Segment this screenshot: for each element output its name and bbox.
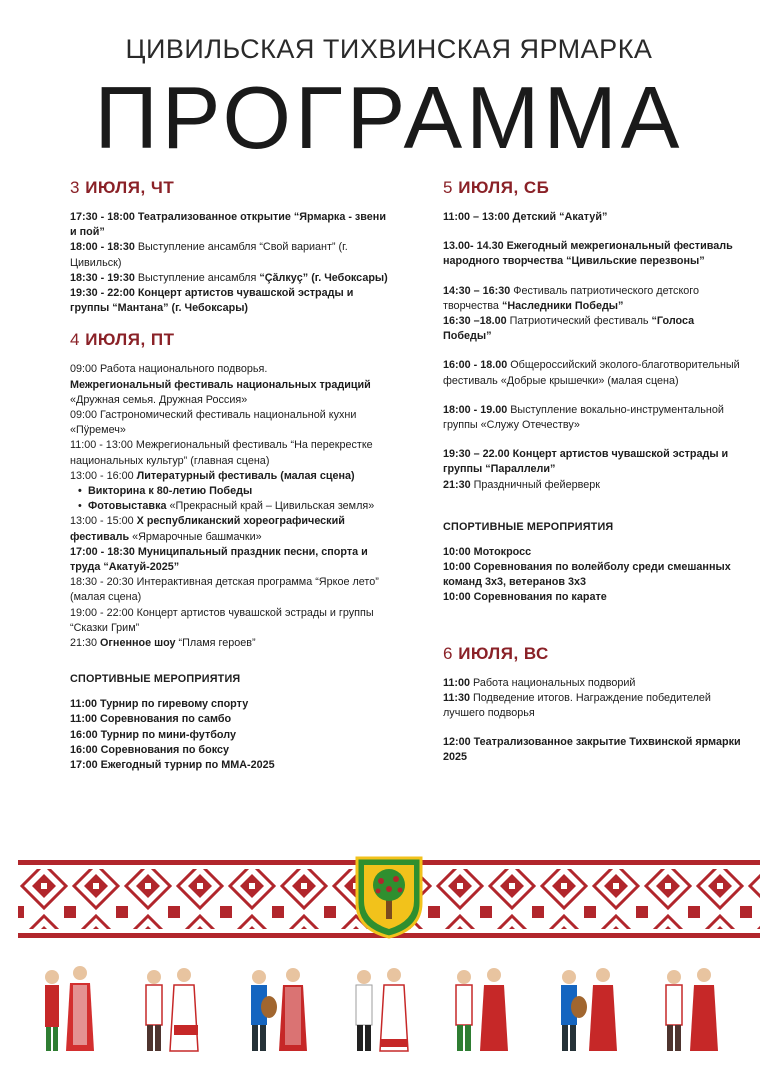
event-text: «Дружная семья. Дружная Россия» [70,393,248,406]
event-text: Работа национальных подворий [470,676,636,689]
event-item: 19:30 – 22.00 Концерт артистов чувашской эстрады и группы “Параллели” [443,448,729,476]
event-item: 12:00 Театрализованное закрытие Тихвинской ярмарки 2025 [443,736,741,764]
event-time: 21:30 [443,478,471,491]
event-item [70,514,390,544]
day-heading-july-5 [443,178,743,198]
event-text: Выступление вокально-инструментальной группы «Служу Отечеству» [443,403,724,432]
sport-item: 17:00 Ежегодный турнир по ММА-2025 [70,759,275,772]
event-bold-text: Фотовыставка [88,500,167,513]
event-item [443,403,743,433]
folk-couple-figure [561,968,617,1051]
event-bold-text: Межрегиональный фестиваль национальных традиций [70,378,371,391]
event-text: Подведение итогов. Награждение победителей лучшего подворья [443,691,711,720]
event-item [443,358,743,388]
event-time: 16:00 - 18.00 [443,359,508,372]
event-text: Общероссийский эколого-благотворительный фестиваль «Добрые крышечки» (малая сцена) [443,359,740,387]
folk-couple-figure [356,968,408,1051]
festival-sublist [70,484,390,514]
event-bold-text: Огненное шоу [100,637,176,650]
folk-couple-figure [251,968,307,1051]
folk-couple-figure [45,966,94,1051]
folk-couple-figure [146,968,198,1051]
event-item [443,314,743,344]
left-column [70,178,390,773]
right-column [443,178,743,766]
day-label: ИЮЛЯ, ЧТ [79,178,175,197]
sport-item: 11:00 Соревнования по самбо [70,713,232,726]
event-time: 16:30 –18.00 [443,315,507,328]
event-item [443,676,743,691]
event-item: 18:30 - 20:30 Интерактивная детская программа “Яркое лето” (малая сцена) [70,576,379,604]
event-item: 11:00 - 13:00 Межрегиональный фестиваль “На перекрестке национальных культур” (главная сцена) [70,439,373,467]
list-item: • Викторина к 80-летию Победы [78,484,390,499]
event-time: 13:00 - 15:00 [70,515,137,528]
day-number: 6 [443,643,453,663]
event-text: “Пламя героев” [175,637,256,650]
event-text: Праздничный фейерверк [470,478,600,491]
event-item: 13.00- 14.30 Ежегодный межрегиональный фестиваль народного творчества “Цивильские перезвоны” [443,240,733,268]
event-item [70,271,390,286]
folk-figures-illustration [30,955,750,1065]
sports-section-title: СПОРТИВНЫЕ МЕРОПРИЯТИЯ [70,673,241,686]
event-bold-text: X республиканский хореографический фестиваль [70,515,345,543]
day-number: 3 [70,178,80,197]
folk-couple-figure [456,968,508,1051]
folk-couple-figure [666,968,718,1051]
event-item: 19:30 - 22:00 Концерт артистов чувашской эстрады и группы “Мантана” (г. Чебоксары) [70,287,354,315]
poster-subtitle: ЦИВИЛЬСКАЯ ТИХВИНСКАЯ ЯРМАРКА [125,34,653,64]
event-item [70,240,390,270]
event-time: 11:00 [443,676,471,689]
sport-item: 10:00 Соревнования по карате [443,591,607,604]
event-time: 21:30 [70,637,101,650]
event-time: 13:00 - 16:00 [70,469,137,482]
event-bold-text: Литературный фестиваль (малая сцена) [136,469,355,482]
event-item [70,469,390,484]
day-label: ИЮЛЯ, СБ [452,178,550,197]
event-time: 18:00 - 18:30 [70,241,135,254]
event-text: Патриотический фестиваль [506,315,652,328]
day-heading-july-6 [443,644,743,664]
day-label: ИЮЛЯ, ПТ [79,330,175,350]
event-time: 14:30 – 16:30 [443,284,511,297]
event-bold-text: “Голоса Победы” [443,315,695,343]
event-text: «Ярмарочные башмачки» [129,530,262,543]
sport-item: 16:00 Турнир по мини-футболу [70,728,236,741]
day-heading-july-4 [70,330,390,350]
sport-item: 10:00 Соревнования по волейболу среди смешанных команд 3х3, ветеранов 3х3 [443,561,731,589]
event-item [70,378,390,408]
list-item [78,499,390,514]
event-item: 11:00 – 13:00 Детский “Акатуй” [443,211,608,223]
event-text: Выступление ансамбля [134,271,260,284]
event-item [443,478,743,493]
event-item [443,284,743,314]
event-item: 17:30 - 18:00 Театрализованное открытие “Ярмарка - звени и пой” [70,211,386,239]
sport-item: 11:00 Турнир по гиревому спорту [70,698,249,711]
event-text: Фестиваль патриотического детского творчества [443,284,700,312]
day-label: ИЮЛЯ, ВС [452,643,549,663]
sport-item: 16:00 Соревнования по боксу [70,743,229,756]
day-number: 5 [443,178,453,197]
event-text: «Прекрасный край – Цивильская земля» [166,500,375,513]
event-item [70,636,390,651]
event-time: 11:30 [443,691,471,704]
event-bold-text: “Çăлкуç” (г. Чебоксары) [259,271,388,284]
event-item: 09:00 Работа национального подворья. [70,363,268,376]
event-time: 18:30 - 19:30 [70,271,135,284]
event-item: 19:00 - 22:00 Концерт артистов чувашской эстрады и группы “Сказки Грим” [70,606,374,634]
event-item [443,691,743,721]
event-time: 18:00 - 19.00 [443,403,508,416]
day-heading-july-3 [70,178,390,198]
sport-item: 10:00 Мотокросс [443,545,532,558]
event-text: Выступление ансамбля “Свой вариант” (г. Цивильск) [70,241,348,269]
sports-section-title: СПОРТИВНЫЕ МЕРОПРИЯТИЯ [443,520,614,533]
day-number: 4 [70,330,80,350]
coat-of-arms-emblem [354,855,424,939]
event-item: 09:00 Гастрономический фестиваль национальной кухни «Пÿремеч» [70,409,357,437]
poster-title: ПРОГРАММА [94,68,684,167]
event-bold-text: “Наследники Победы” [501,299,624,312]
event-item: 17:00 - 18:30 Муниципальный праздник песни, спорта и труда “Акатуй-2025” [70,545,368,574]
